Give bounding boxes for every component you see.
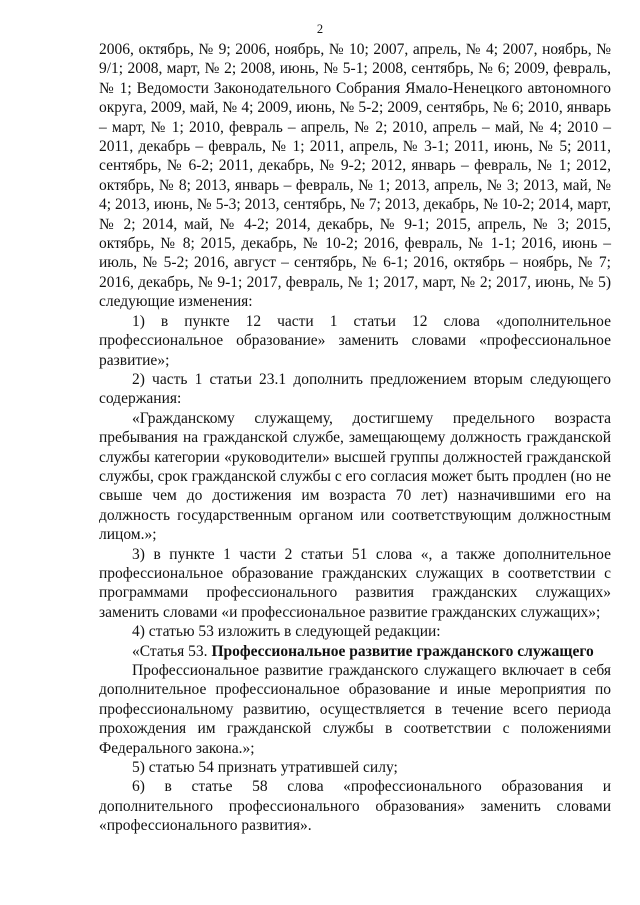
- paragraph-article-text: Профессиональное развитие гражданского служащего включает в себя дополнительное профессиональное образование и иные мероприятия по профессиональному развитию, осуществляется в течение всего периода прохождения им гражданской службы в соответствии с положениями Федерального закона.»;: [99, 662, 611, 757]
- paragraph-article-heading: [99, 642, 611, 661]
- paragraph-quoted-text: «Гражданскому служащему, достигшему предельного возраста пребывания на гражданской службе, замещающему должность гражданской службы категории «руководители» высшей группы должностей гражданской службы, срок гражданской службы с его согласия может быть продлен (но не свыше чем до достижения им возраста 70 лет) назначившими его на должность государственным органом или соответствующим должностным лицом.»;: [99, 409, 611, 544]
- article-title: Профессиональное развитие гражданского служащего: [211, 642, 594, 660]
- paragraph-amendment-2: 2) часть 1 статьи 23.1 дополнить предложением вторым следующего содержания:: [99, 370, 611, 408]
- paragraph-amendment-6: 6) в статье 58 слова «профессионального образования и дополнительного профессионального образования» заменить словами «профессионального развития».: [99, 778, 611, 835]
- paragraph-amendment-1: 1) в пункте 12 части 1 статьи 12 слова «дополнительное профессиональное образование» заменить словами «профессиональное развитие»;: [99, 312, 611, 369]
- paragraph-amendment-4: 4) статью 53 изложить в следующей редакции:: [132, 623, 441, 641]
- article-label: «Статья 53.: [132, 642, 212, 660]
- paragraph-amendment-5: 5) статью 54 признать утратившей силу;: [132, 759, 398, 777]
- paragraph-amendment-3: 3) в пункте 1 части 2 статьи 51 слова «, а также дополнительное профессиональное образование гражданских служащих в соответствии с программами профессионального развития гражданских служащих» заменить словами «и профессиональное развитие гражданских служащих»;: [99, 545, 611, 621]
- document-body: [99, 40, 611, 836]
- paragraph-sources-list: 2006, октябрь, № 9; 2006, ноябрь, № 10; 2007, апрель, № 4; 2007, ноябрь, № 9/1; 2008, март, № 2; 2008, июнь, № 5-1; 2008, сентябрь, № 6; 2009, февраль, № 1; Ведомости Законодательного Собрания Ямало-Ненецкого автономного округа, 2009, май, № 4; 2009, июнь, № 5-2; 2009, сентябрь, № 6; 2010, январь – март, № 1; 2010, февраль – апрель, № 2; 2010, апрель – май, № 4; 2010 – 2011, декабрь – февраль, № 1; 2011, апрель, № 3-1; 2011, июнь, № 5; 2011, сентябрь, № 6-2; 2011, декабрь, № 9-2; 2012, январь – февраль, № 1; 2012, октябрь, № 8; 2013, январь – февраль, № 1; 2013, апрель, № 3; 2013, май, № 4; 2013, июнь, № 5-3; 2013, сентябрь, № 7; 2013, декабрь, № 10-2; 2014, март, № 2; 2014, май, № 4-2; 2014, декабрь, № 9-1; 2015, апрель, № 3; 2015, октябрь, № 8; 2015, декабрь, № 10-2; 2016, февраль, № 1-1; 2016, июнь – июль, № 5-2; 2016, август – сентябрь, № 6-1; 2016, октябрь – ноябрь, № 7; 2016, декабрь, № 9-1; 2017, февраль, № 1; 2017, март, № 2; 2017, июнь, № 5) следующие изменения:: [99, 41, 611, 311]
- page-number: 2: [316, 22, 324, 36]
